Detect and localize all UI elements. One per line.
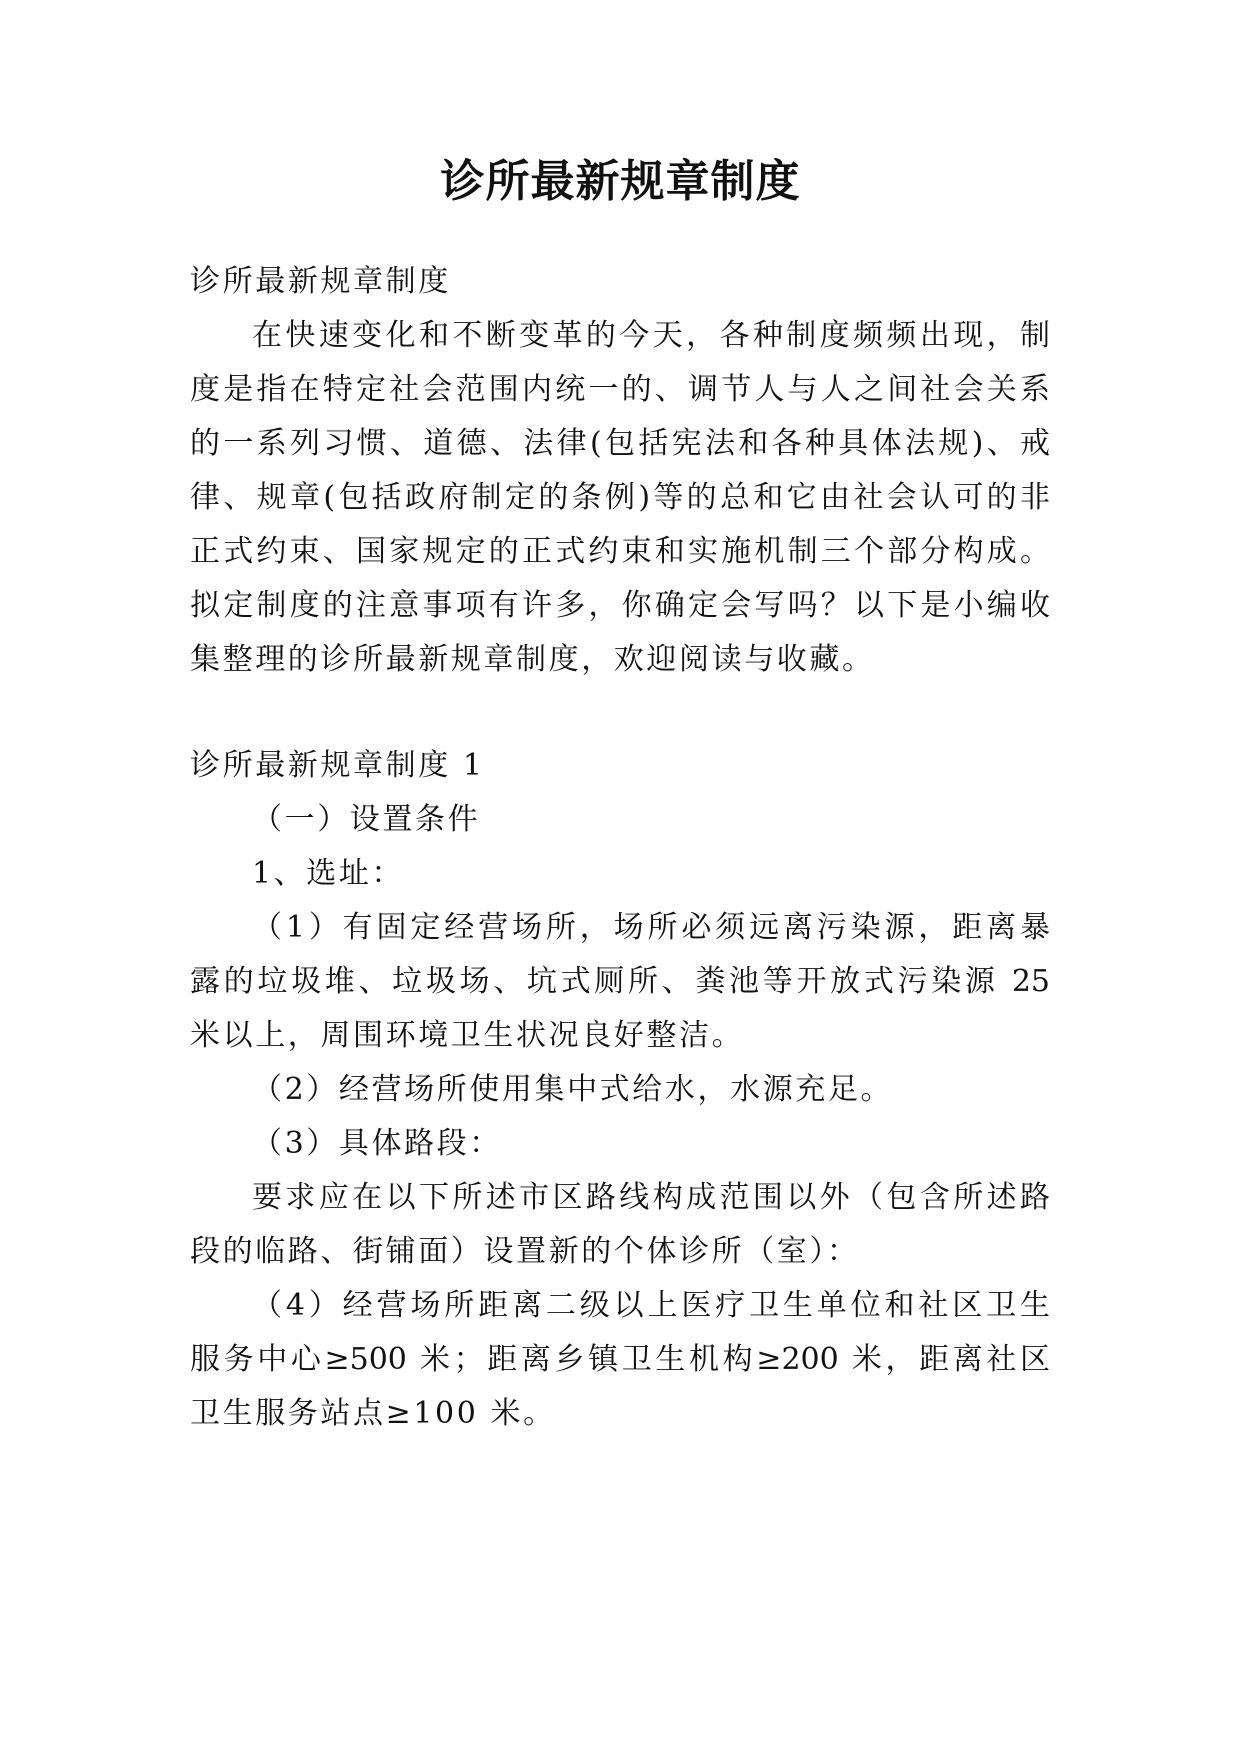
item-heading: 1、选址： — [252, 856, 405, 891]
subsection-heading: （一）设置条件 — [252, 802, 481, 837]
paragraph-line: 段的临路、街铺面）设置新的个体诊所（室）： — [190, 1234, 860, 1269]
paragraph-line: （2）经营场所使用集中式给水，水源充足。 — [252, 1072, 894, 1107]
document-title: 诊所最新规章制度 — [440, 156, 801, 207]
paragraph-line: 卫生服务站点≥100 米。 — [190, 1396, 556, 1431]
paragraph-line: 的一系列习惯、道德、法律(包括宪法和各种具体法规)、戒 — [190, 426, 1050, 461]
paragraph-line: （4）经营场所距离二级以上医疗卫生单位和社区卫生 — [252, 1288, 1050, 1323]
paragraph-line: 服务中心≥500 米；距离乡镇卫生机构≥200 米，距离社区 — [190, 1342, 1050, 1377]
paragraph-line: 律、规章(包括政府制定的条例)等的总和它由社会认可的非 — [190, 480, 1050, 515]
paragraph-line: 露的垃圾堆、垃圾场、坑式厕所、粪池等开放式污染源 25 — [190, 964, 1050, 999]
paragraph-line: 拟定制度的注意事项有许多，你确定会写吗？以下是小编收 — [190, 588, 1050, 623]
paragraph-line: 正式约束、国家规定的正式约束和实施机制三个部分构成。 — [190, 534, 1050, 569]
paragraph-line: （3）具体路段： — [252, 1126, 502, 1161]
paragraph-line: 米以上，周围环境卫生状况良好整洁。 — [190, 1018, 745, 1053]
intro-heading: 诊所最新规章制度 — [190, 264, 451, 299]
paragraph-line: （1）有固定经营场所，场所必须远离污染源，距离暴 — [252, 910, 1050, 945]
paragraph-line: 集整理的诊所最新规章制度，欢迎阅读与收藏。 — [190, 642, 875, 677]
paragraph-line: 要求应在以下所述市区路线构成范围以外（包含所述路 — [252, 1180, 1050, 1215]
section-heading: 诊所最新规章制度 1 — [190, 748, 485, 783]
paragraph-line: 在快速变化和不断变革的今天，各种制度频频出现，制 — [252, 318, 1050, 353]
paragraph-line: 度是指在特定社会范围内统一的、调节人与人之间社会关系 — [190, 372, 1050, 407]
